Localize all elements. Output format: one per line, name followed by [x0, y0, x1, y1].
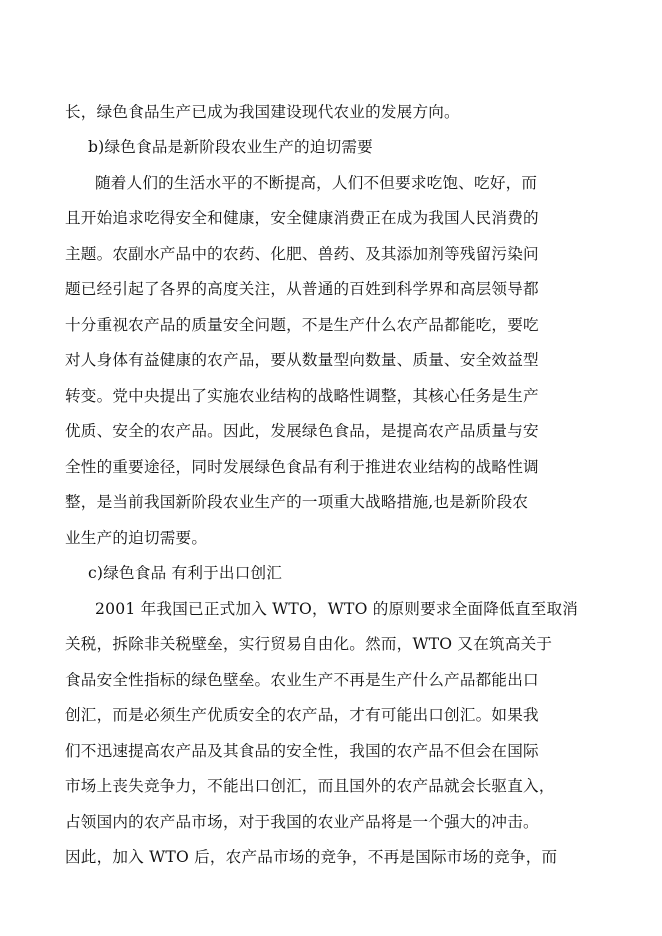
section-heading-b: b)绿色食品是新阶段农业生产的迫切需要: [88, 138, 373, 156]
text-line: 转变。党中央提出了实施农业结构的战略性调整，其核心任务是生产: [65, 387, 539, 405]
text-line: 优质、安全的农产品。因此，发展绿色食品，是提高农产品质量与安: [65, 422, 539, 440]
text-line: 长，绿色食品生产已成为我国建设现代农业的发展方向。: [65, 103, 460, 121]
text-line: 业生产的迫切需要。: [65, 529, 208, 547]
text-line: 主题。农副水产品中的农药、化肥、兽药、及其添加剂等残留污染问: [65, 245, 539, 263]
text-line: 全性的重要途径，同时发展绿色食品有利于推进农业结构的战略性调: [65, 458, 539, 476]
text-line: 们不迅速提高农产品及其食品的安全性，我国的农产品不但会在国际: [65, 742, 539, 760]
text-line: 对人身体有益健康的农产品，要从数量型向数量、质量、安全效益型: [65, 351, 539, 369]
text-line: 市场上丧失竞争力，不能出口创汇，而且国外的农产品就会长驱直入，: [65, 777, 555, 795]
text-line: 十分重视农产品的质量安全问题，不是生产什么农产品都能吃，要吃: [65, 316, 539, 334]
text-line: 关税，拆除非关税壁垒，实行贸易自由化。然而，WTO 又在筑高关于: [65, 635, 553, 653]
text-line: 2001 年我国已正式加入 WTO，WTO 的原则要求全面降低直至取消: [95, 600, 579, 618]
text-line: 因此，加入 WTO 后，农产品市场的竞争，不再是国际市场的竞争，而: [65, 848, 558, 866]
text-line: 且开始追求吃得安全和健康，安全健康消费正在成为我国人民消费的: [65, 209, 539, 227]
text-line: 创汇，而是必须生产优质安全的农产品，才有可能出口创汇。如果我: [65, 706, 539, 724]
text-line: 整，是当前我国新阶段农业生产的一项重大战略措施,也是新阶段农: [65, 493, 529, 511]
text-line: 题已经引起了各界的高度关注，从普通的百姓到科学界和高层领导都: [65, 280, 539, 298]
text-line: 占领国内的农产品市场，对于我国的农业产品将是一个强大的冲击。: [65, 813, 539, 831]
text-line: 随着人们的生活水平的不断提高，人们不但要求吃饱、吃好，而: [95, 174, 538, 192]
section-heading-c: c)绿色食品 有利于出口创汇: [88, 564, 283, 582]
text-line: 食品安全性指标的绿色壁垒。农业生产不再是生产什么产品都能出口: [65, 671, 539, 689]
